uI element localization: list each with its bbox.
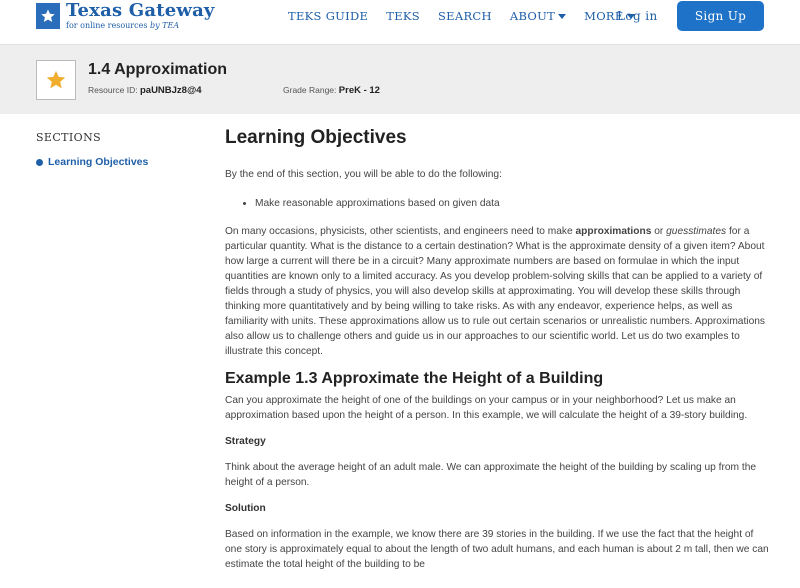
resource-title: 1.4 Approximation [88, 61, 227, 78]
section-heading: Learning Objectives [225, 127, 407, 148]
logo-title: Texas Gateway [66, 0, 215, 21]
bullet-dot-icon [36, 159, 43, 166]
nav-search[interactable]: SEARCH [437, 9, 492, 23]
resource-header [0, 44, 800, 114]
nav-about-label: ABOUT [509, 9, 556, 23]
objectives-list [255, 196, 770, 211]
star-icon [45, 69, 67, 91]
strategy-label: Strategy [225, 436, 266, 447]
main-content [225, 127, 770, 572]
signup-button[interactable]: Sign Up [677, 1, 764, 31]
top-navbar [0, 0, 800, 44]
favorite-star-button[interactable] [36, 60, 76, 100]
logo-star-icon [36, 3, 60, 29]
texas-gateway-logo[interactable] [36, 0, 215, 32]
nav-teks-guide[interactable]: TEKS GUIDE [288, 9, 369, 23]
example-intro: Can you approximate the height of one of the buildings on your campus or in your neighborhood? Let us make an approximation based upon the height of a person. In this example, we will calculate the height of a 39-story building. [225, 395, 748, 421]
nav-links [288, 9, 653, 23]
caret-down-icon [558, 14, 566, 19]
paragraph-approximations: On many occasions, physicists, other scientists, and engineers need to make approximations or guesstimates for a particular quantity. What is the distance to a certain destination? What is the approximate density of a given item? About how large a current will there be in a circuit? Many approximate numbers are based on formulae in which the input quantities are known only to a limited accuracy. As you develop problem-solving skills that can be applied to a variety of fields through a study of physics, you will also develop skills at approximating. You will develop these skills through thinking more quantitatively and by being willing to take risks. As with any endeavor, experience helps, as well as familiarity with units. These approximations allow us to rule out certain scenarios or unrealistic numbers. Approximations also allow us to challenge others and guide us in our approaches to our scientific world. Let us do two examples to illustrate this concept. [225, 226, 765, 357]
nav-more-label: MORE [584, 9, 624, 23]
example-heading: Example 1.3 Approximate the Height of a Building [225, 370, 604, 387]
resource-id: Resource ID: paUNBJz8@4 [88, 85, 202, 96]
sidebar-item-label: Learning Objectives [48, 156, 149, 168]
grade-range: Grade Range: PreK - 12 [283, 85, 380, 96]
nav-teks[interactable]: TEKS [386, 9, 420, 23]
solution-text: Based on information in the example, we know there are 39 stories in the building. If we use the fact that the height of one story is approximately equal to about the length of two adult humans, and each human is about 2 m tall, then we can estimate the total height of the building to be [225, 529, 769, 570]
sections-sidebar [36, 131, 206, 168]
sections-title: SECTIONS [36, 131, 102, 144]
login-link[interactable]: Log in [617, 9, 658, 23]
logo-subtitle: for online resources by TEA [66, 21, 180, 30]
nav-about[interactable] [510, 9, 566, 23]
sidebar-item-learning-objectives[interactable] [36, 156, 206, 168]
objective-item: • Make reasonable approximations based on given data [255, 196, 770, 211]
solution-label: Solution [225, 503, 266, 514]
intro-text: By the end of this section, you will be able to do the following: [225, 169, 502, 180]
strategy-text: Think about the average height of an adult male. We can approximate the height of the building by scaling up from the height of a person. [225, 462, 757, 488]
